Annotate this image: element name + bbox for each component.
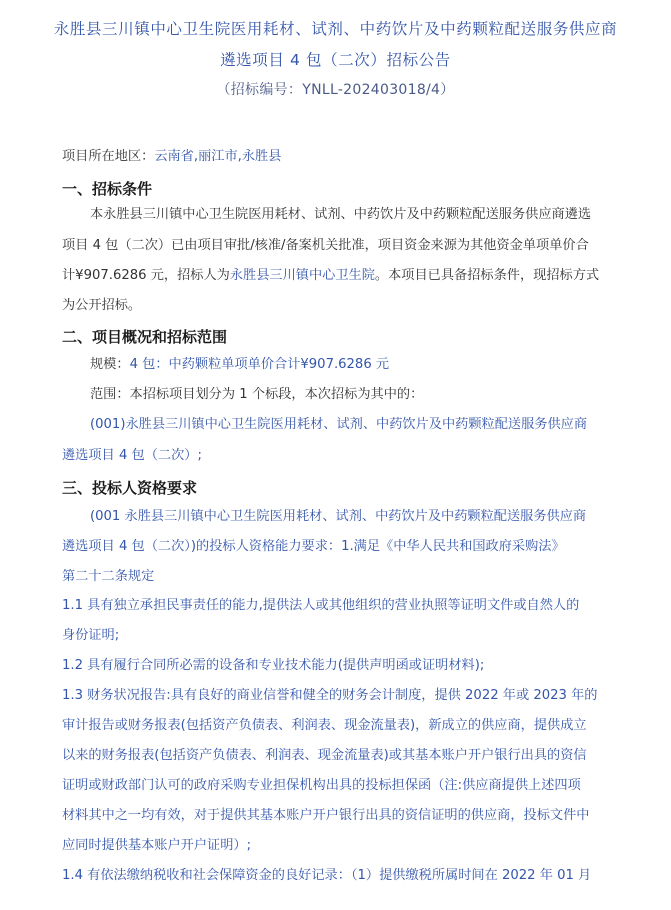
qualification-item: 1.4 有依法缴纳税收和社会保障资金的良好记录：（1）提供缴税所属时间在 2022 年 01 月: [62, 868, 592, 883]
project-location: [62, 148, 622, 166]
scale-line: [90, 356, 650, 374]
section-heading-overview: 二、项目概况和招标范围: [62, 328, 228, 346]
location-label: 项目所在地区：: [62, 149, 155, 164]
conditions-line: [62, 267, 622, 285]
scale-label: 规模：: [90, 357, 130, 372]
notice-title-line1: 永胜县三川镇中心卫生院医用耗材、试剂、中药饮片及中药颗粒配送服务供应商: [53, 20, 618, 38]
qualification-item: 身份证明;: [62, 628, 120, 643]
conditions-text: 。本项目已具备招标条件，现招标方式: [374, 268, 600, 283]
qualification-item: 以来的财务报表(包括资产负债表、利润表、现金流量表)或其基本账户开户银行出具的资信: [62, 748, 587, 763]
tender-code: （招标编号：YNLL-202403018/4）: [216, 82, 455, 98]
qualification-item: 审计报告或财务报表(包括资产负债表、利润表、现金流量表)，新成立的供应商，提供成立: [62, 718, 587, 733]
notice-title-line2: 遴选项目 4 包（二次）招标公告: [220, 51, 451, 69]
qualification-item: 1.3 财务状况报告:具有良好的商业信誉和健全的财务会计制度，提供 2022 年或 2023 年的: [62, 688, 598, 703]
qualification-line: 第二十二条规定: [62, 569, 155, 584]
conditions-line: 项目 4 包（二次）已由项目审批/核准/备案机关批准，项目资金来源为其他资金单项单价合: [62, 238, 589, 253]
location-value: 云南省,丽江市,永胜县: [154, 149, 282, 164]
section-heading-conditions: 一、招标条件: [62, 180, 153, 198]
qualification-item: 1.1 具有独立承担民事责任的能力,提供法人或其他组织的营业执照等证明文件或自然人的: [62, 598, 580, 613]
conditions-line: 为公开招标。: [62, 298, 142, 313]
conditions-line: 本永胜县三川镇中心卫生院医用耗材、试剂、中药饮片及中药颗粒配送服务供应商遴选: [90, 207, 592, 222]
lot-line: (001)永胜县三川镇中心卫生院医用耗材、试剂、中药饮片及中药颗粒配送服务供应商: [90, 417, 588, 432]
qualification-item: 证明或财政部门认可的政府采购专业担保机构出具的投标担保函（注:供应商提供上述四项: [62, 778, 581, 793]
qualification-line: (001 永胜县三川镇中心卫生院医用耗材、试剂、中药饮片及中药颗粒配送服务供应商: [90, 509, 587, 524]
lot-line: 遴选项目 4 包（二次）;: [62, 448, 202, 463]
qualification-item: 应同时提供基本账户开户证明）;: [62, 838, 252, 853]
qualification-item: 材料其中之一均有效，对于提供其基本账户开户银行出具的资信证明的供应商，投标文件中: [62, 808, 590, 823]
qualification-item: 1.2 具有履行合同所必需的设备和专业技术能力(提供声明函或证明材料);: [62, 658, 485, 673]
section-heading-qualifications: 三、投标人资格要求: [62, 479, 198, 497]
tenderer-name: 永胜县三川镇中心卫生院: [229, 268, 375, 283]
qualification-line: 遴选项目 4 包（二次）)的投标人资格能力要求：1.满足《中华人民共和国政府采购法》: [62, 539, 565, 554]
conditions-text: 计¥907.6286 元，招标人为: [62, 268, 230, 283]
range-line: 范围：本招标项目划分为 1 个标段，本次招标为其中的：: [90, 387, 424, 402]
scale-value: 4 包：中药颗粒单项单价合计¥907.6286 元: [129, 357, 390, 372]
